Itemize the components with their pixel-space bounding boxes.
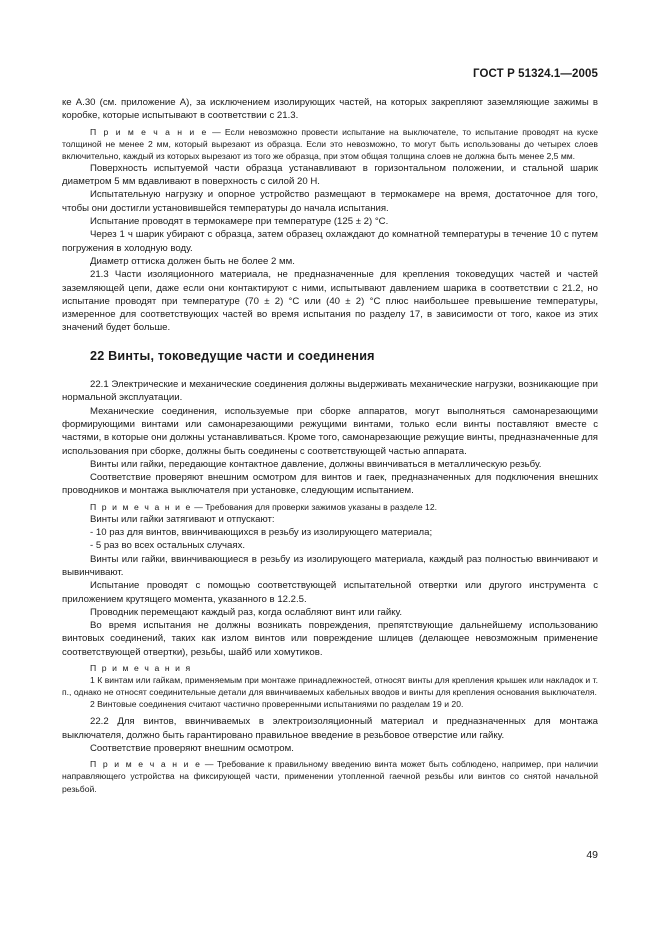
- note: П р и м е ч а н и е — Требования для проверки зажимов указаны в разделе 12.: [90, 501, 437, 512]
- section-title: 22 Винты, токоведущие части и соединения: [90, 348, 375, 363]
- document-code: ГОСТ Р 51324.1—2005: [473, 68, 598, 80]
- note-label: П р и м е ч а н и е: [90, 759, 202, 770]
- note: П р и м е ч а н и е — Если невозможно провести испытание на выключателе, то испытание проводят на куске толщиной не менее 2 мм, который вырезают из образца. Если это невозможно, то могут быть использованы до четырех слоев включительно, каждый из которых вырезают из того же образца, при этом общая толщина слоев не должна быть менее 2,5 мм.: [62, 126, 598, 161]
- paragraph: Поверхность испытуемой части образца устанавливают в горизонтальном положении, и стальной шарик диаметром 5 мм вдавливают в поверхность с силой 20 Н.: [62, 162, 598, 188]
- paragraph: ке А.30 (см. приложение А), за исключением изолирующих частей, на которых закрепляют заземляющие зажимы в коробке, которые испытывают в соответствии с 21.3.: [62, 97, 598, 122]
- paragraph: 22.2 Для винтов, ввинчиваемых в электроизоляционный материал и предназначенных для монтажа выключателя, должно быть гарантировано правильное введение в резьбовое отверстие или гайку.: [62, 716, 598, 741]
- paragraph: 22.1 Электрические и механические соединения должны выдерживать механические нагрузки, возникающие при нормальной эксплуатации.: [62, 379, 598, 404]
- note-label: П р и м е ч а н и е: [90, 126, 208, 137]
- paragraph: Механические соединения, используемые при сборке аппаратов, могут выполняться самонарезающими формирующими винтами или самонарезающими режущими винтами, только если винты поставляют вместе с частями, в которые они должны устанавливаться. Кроме того, самонарезающие режущие винты, предназначенные для использования при сборке, должны быть соединены с соответствующей частью аппарата.: [62, 405, 598, 457]
- page-number: 49: [586, 849, 598, 861]
- paragraph: Проводник перемещают каждый раз, когда ослабляют винт или гайку.: [90, 606, 403, 618]
- note: П р и м е ч а н и е — Требование к правильному введению винта может быть соблюдено, например, при наличии направляющего устройства на фиксирующей части, применении утопленной гаечной резьбы или винтов со снятой начальной резьбой.: [62, 759, 599, 794]
- paragraph: Диаметр оттиска должен быть не более 2 мм.: [90, 255, 295, 267]
- paragraph: - 5 раз во всех остальных случаях.: [90, 540, 246, 552]
- note-item: 1 К винтам или гайкам, применяемым при монтаже принадлежностей, относят винты для крепления крышек или накладок и т. п., однако не относят соединительные детали для ввинчиваемых кабельных вводов и винты для крепления основания выключателя.: [62, 675, 598, 698]
- paragraph: Соответствие проверяют внешним осмотром для винтов и гаек, предназначенных для подключения внешних проводников и монтажа выключателя при установке, следующим испытанием.: [62, 472, 598, 497]
- paragraph: Испытание проводят с помощью соответствующей испытательной отвертки или другого инструмента с приложением крутящего момента, указанного в 12.2.5.: [62, 580, 598, 605]
- paragraph: Через 1 ч шарик убирают с образца, затем образец охлаждают до комнатной температуры в течение 10 с путем погружения в холодную воду.: [62, 229, 598, 254]
- paragraph: Винты или гайки, передающие контактное давление, должны ввинчиваться в металлическую резьбу.: [90, 458, 542, 470]
- document-body: [62, 96, 598, 795]
- paragraph: - 10 раз для винтов, ввинчивающихся в резьбу из изолирующего материала;: [90, 527, 433, 539]
- note-item: 2 Винтовые соединения считают частично проверенными испытаниями по разделам 19 и 20.: [90, 699, 464, 710]
- note-label: П р и м е ч а н и е: [90, 501, 192, 512]
- paragraph: 21.3 Части изоляционного материала, не предназначенные для крепления токоведущих частей и частей заземляющей цепи, даже если они контактируют с ними, испытывают давлением шарика в соответствии с 21.2, но испытание проводят при температуре (70 ± 2) °С или (40 ± 2) °С плюс наибольшее превышение температуры, измеренное для соответствующих частей во время испытания по разделу 17, в зависимости от того, какое из этих значений будет больше.: [62, 269, 598, 334]
- paragraph: Винты или гайки затягивают и отпускают:: [90, 513, 275, 525]
- paragraph: Во время испытания не должны возникать повреждения, препятствующие дальнейшему использованию винтовых соединений, таких как излом винтов или повреждение шлицев (делающее невозможным применение соответствующей отвертки), резьбы, шайб или хомутиков.: [62, 620, 598, 658]
- paragraph: Соответствие проверяют внешним осмотром.: [90, 743, 294, 755]
- paragraph: Винты или гайки, ввинчивающиеся в резьбу из изолирующего материала, каждый раз полностью ввинчивают и вывинчивают.: [62, 553, 598, 578]
- paragraph: Испытательную нагрузку и опорное устройство размещают в термокамере на время, достаточное для того, чтобы они достигли установившейся температуры до начала испытания.: [62, 189, 598, 214]
- notes-heading: П р и м е ч а н и я: [90, 663, 192, 674]
- paragraph: Испытание проводят в термокамере при температуре (125 ± 2) °С.: [90, 216, 389, 228]
